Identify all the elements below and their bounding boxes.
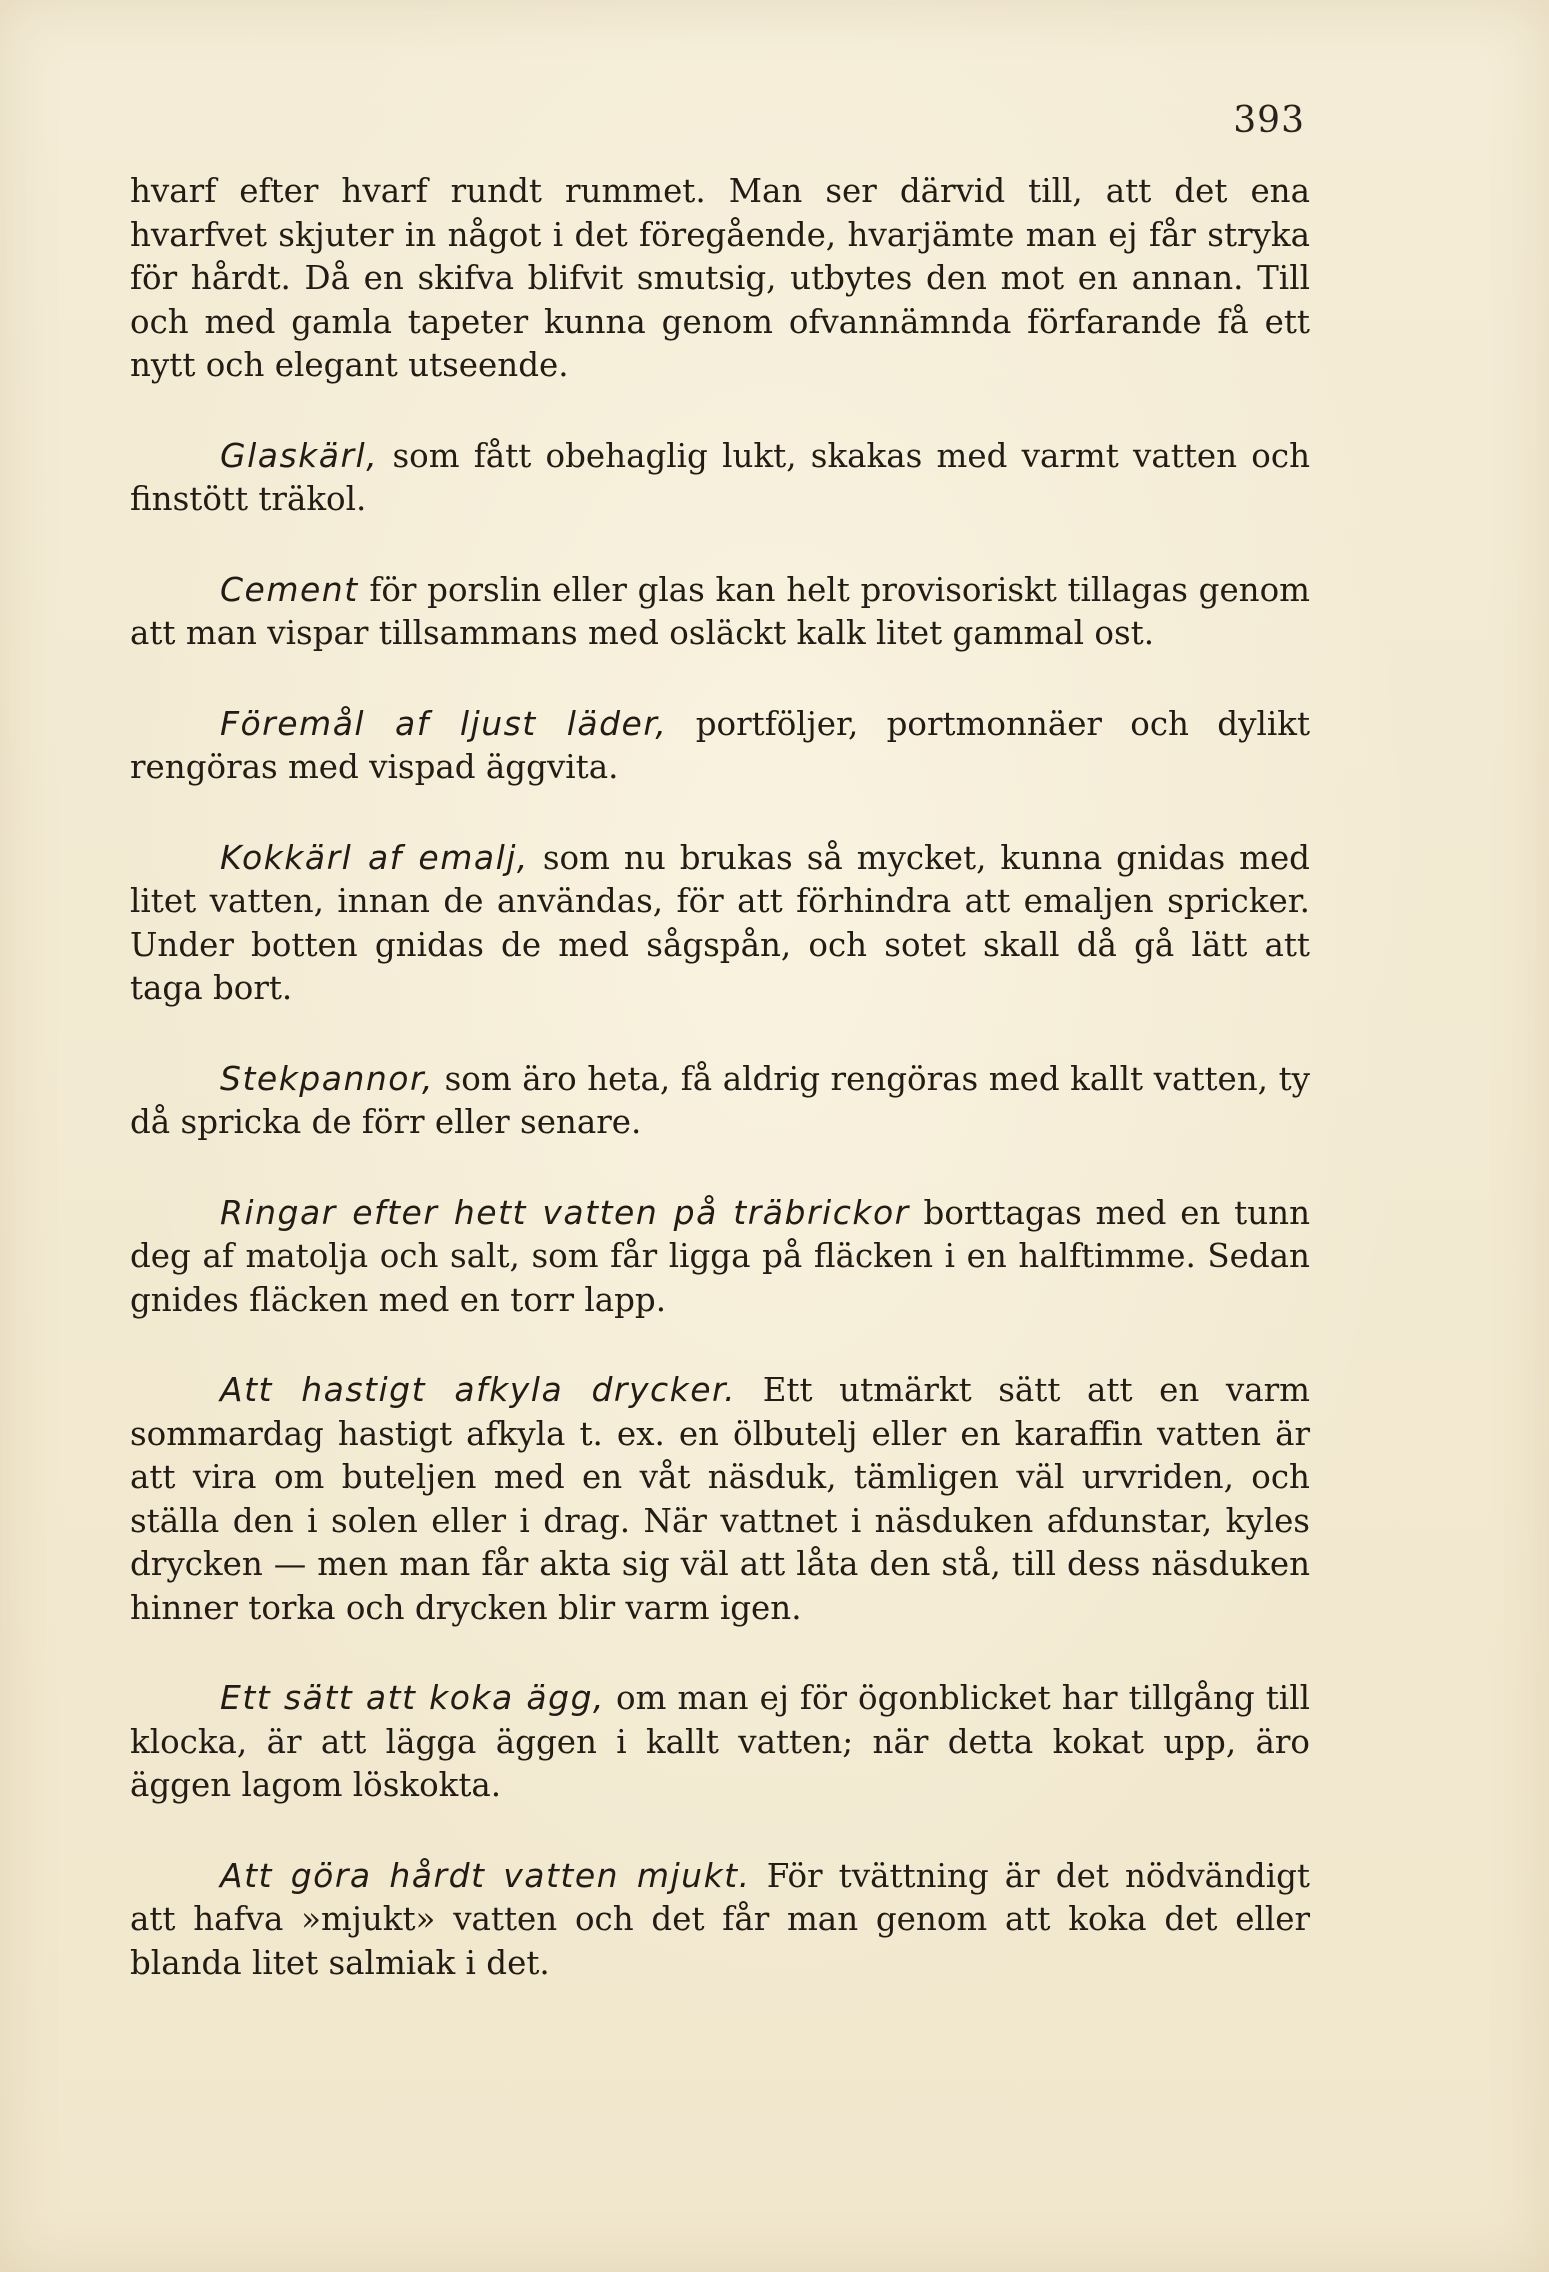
- paragraph-continuation: [130, 170, 1310, 388]
- paragraph-heading: Cement: [220, 569, 359, 609]
- paragraph-vatten: [130, 1854, 1310, 1986]
- paragraph-heading: Föremål af ljust läder,: [220, 703, 668, 743]
- paragraph-heading: Ett sätt att koka ägg,: [220, 1678, 606, 1717]
- text-block: [130, 170, 1310, 2031]
- paragraph-text: för porslin eller glas kan helt provisoriskt tillagas genom att man vispar tillsammans med osläckt kalk litet gammal ost.: [130, 570, 1310, 652]
- paragraph-heading: Att hastigt afkyla drycker.: [220, 1370, 737, 1409]
- paragraph-kokkarl: [130, 836, 1310, 1011]
- paragraph-heading: Ringar efter hett vatten på träbrickor: [220, 1192, 910, 1232]
- paragraph-text: som nu brukas så mycket, kunna gnidas med litet vatten, innan de användas, för att förhindra att emaljen spricker. Under botten gnidas de med sågspån, och sotet skall då gå lätt att taga bort.: [130, 838, 1310, 1007]
- paragraph-heading: Att göra hårdt vatten mjukt.: [220, 1855, 751, 1895]
- page-number: 393: [1233, 100, 1305, 141]
- paragraph-afkyla: [130, 1368, 1310, 1630]
- paragraph-text: För tvättning är det nödvändigt att hafva »mjukt» vatten och det får man genom att koka det eller blanda litet salmiak i det.: [130, 1856, 1310, 1982]
- paragraph-ringar: [130, 1191, 1310, 1323]
- paragraph-glaskarl: [130, 434, 1310, 522]
- paragraph-foremal: [130, 702, 1310, 790]
- paragraph-cement: [130, 568, 1310, 656]
- paragraph-stekpannor: [130, 1057, 1310, 1145]
- paragraph-text: portföljer, portmonnäer och dylikt rengöras med vispad äggvita.: [130, 704, 1310, 786]
- paragraph-text: om man ej för ögonblicket har tillgång till klocka, är att lägga äggen i kallt vatten; när detta kokat upp, äro äggen lagom löskokta.: [130, 1679, 1310, 1804]
- paragraph-text: borttagas med en tunn deg af matolja och salt, som får ligga på fläcken i en halftimme. Sedan gnides fläcken med en torr lapp.: [130, 1193, 1311, 1319]
- paragraph-text: som äro heta, få aldrig rengöras med kallt vatten, ty då spricka de förr eller senare.: [130, 1059, 1310, 1141]
- paragraph-text: hvarf efter hvarf rundt rummet. Man ser därvid till, att det ena hvarfvet skjuter in något i det föregående, hvarjämte man ej får stryka för hårdt. Då en skifva blifvit smutsig, utbytes den mot en annan. Till och med gamla tapeter kunna genom ofvannämnda förfarande få ett nytt och elegant utseende.: [130, 172, 1310, 384]
- paragraph-heading: Glaskärl,: [220, 435, 379, 475]
- paragraph-agg: [130, 1676, 1310, 1808]
- paragraph-heading: Stekpannor,: [220, 1058, 435, 1098]
- paragraph-text: Ett utmärkt sätt att en varm sommardag hastigt afkyla t. ex. en ölbutelj eller en karaffin vatten är att vira om buteljen med en våt näsduk, tämligen väl urvriden, och ställa den i solen eller i drag. När vattnet i näsduken afdunstar, kyles drycken — men man får akta sig väl att låta den stå, till dess näsduken hinner torka och drycken blir varm igen.: [130, 1371, 1311, 1627]
- paragraph-heading: Kokkärl af emalj,: [220, 837, 529, 877]
- paragraph-text: som fått obehaglig lukt, skakas med varmt vatten och finstött träkol.: [130, 436, 1310, 518]
